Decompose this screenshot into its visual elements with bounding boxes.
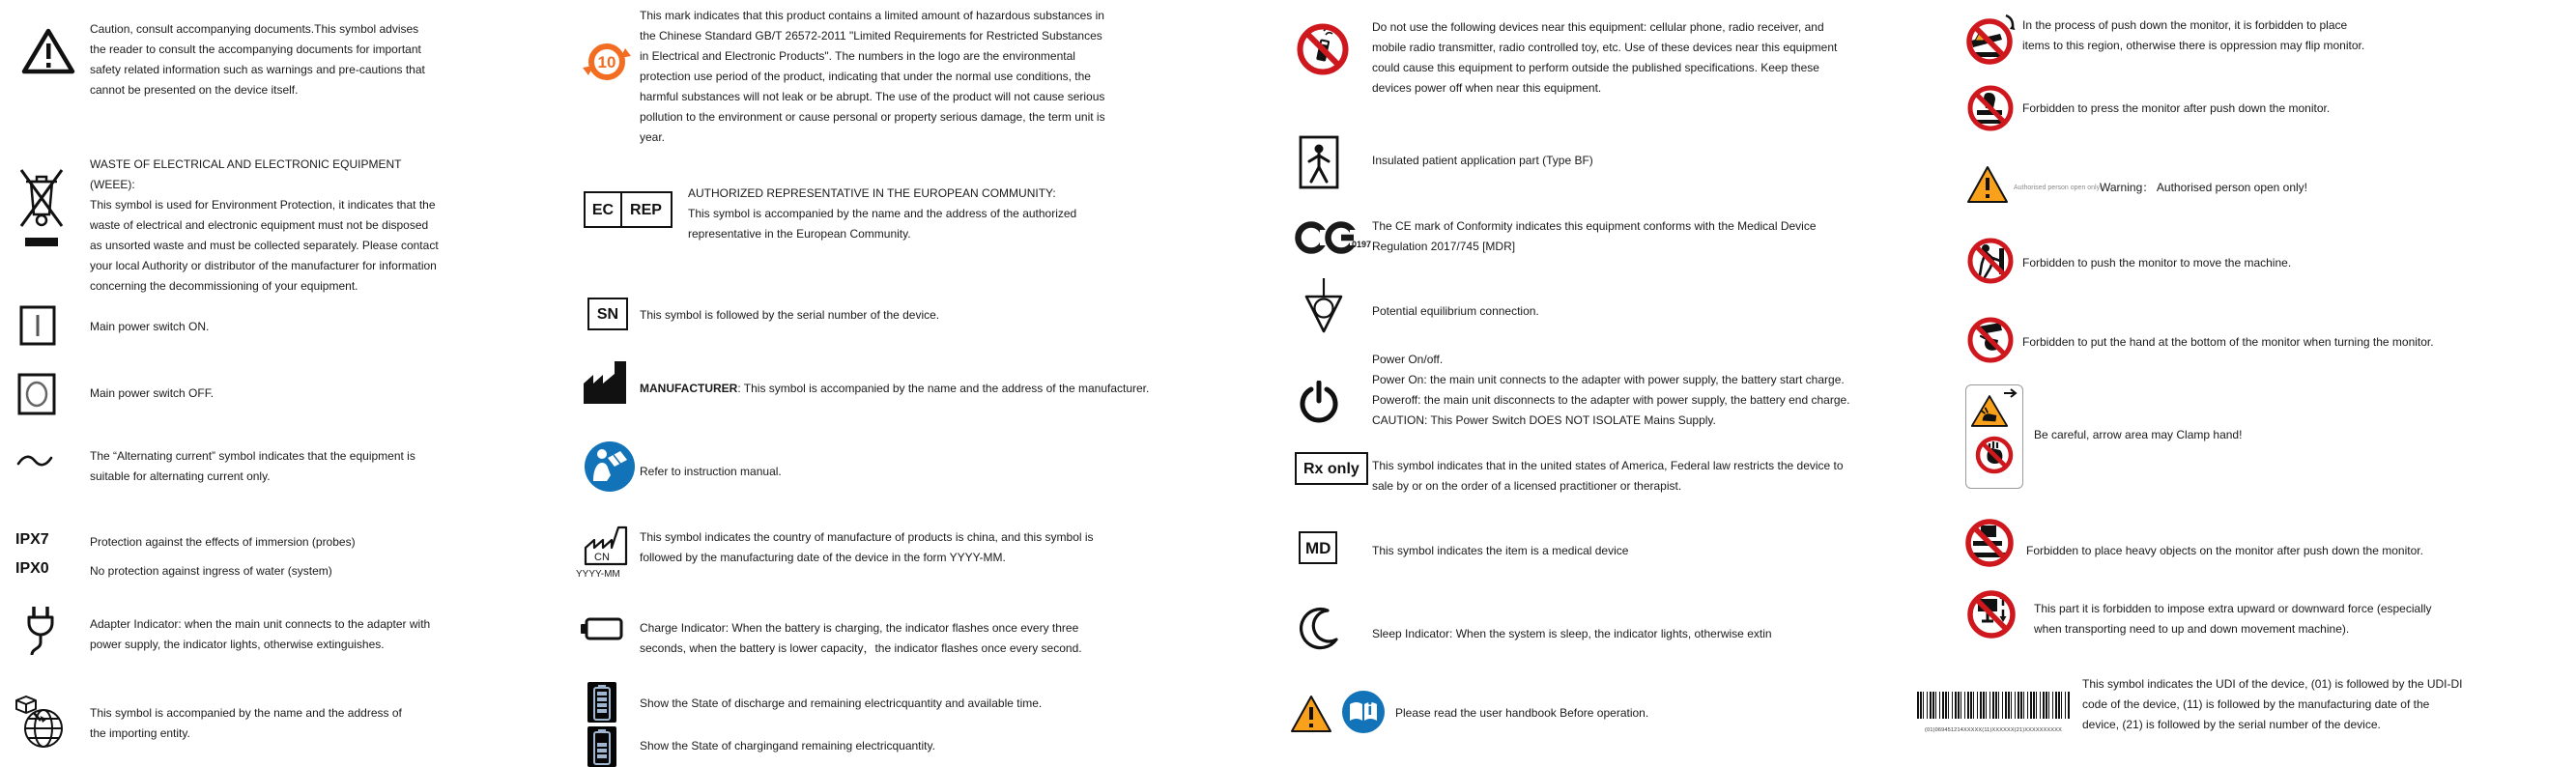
ipx7-label: IPX7 [15, 531, 49, 548]
ce-mark-icon [1295, 218, 1359, 257]
no-push-monitor-icon [1967, 238, 2014, 284]
power-switch-on-icon [19, 305, 56, 346]
adapter-text: Adapter Indicator: when the main unit connects to the adapter with power supply, the indicator lights, otherwise extinguishes. [90, 617, 431, 651]
caution-text: Caution, consult accompanying documents.This symbol advises the reader to consult the accompanying documents for important safety related information such as warnings and pre-cautions that cannot be presented on the device itself. [90, 22, 425, 97]
rx-only-text: This symbol indicates that in the united states of America, Federal law restricts the device to sale by or on the order of a licensed practitioner or therapist. [1372, 459, 1844, 493]
no-phone-text: Do not use the following devices near this equipment: cellular phone, radio receiver, and mobile radio transmitter, radio controlled toy, etc. Use of these devices near this equipment could cause this equipment to perform outside the published specifications. Keep these devices power off when near this equipment. [1372, 20, 1838, 95]
rohs-text: This mark indicates that this product contains a limited amount of hazardous substances in the Chinese Standard GB/T 26572-2011 "Limited Requirements for Restricted Substances in Electrical and Electronic Products". The numbers in the logo are the environmental protection use period of the product, indicating that under the normal use conditions, the harmful substances will not leak or be abrupt. The use of the product will not cause serious pollution to the environment or cause personal or property serious damage, the term unit is year. [640, 9, 1105, 144]
battery-charging-text: Show the State of chargingand remaining electricquantity. [640, 739, 935, 753]
cn-label: CN [594, 552, 610, 563]
sleep-text: Sleep Indicator: When the system is sleep, the indicator lights, otherwise extin [1372, 627, 1772, 640]
power-onoff-text [1372, 350, 1884, 431]
equipotential-icon [1302, 278, 1345, 338]
charge-indicator-battery-icon [580, 616, 624, 641]
handbook-book-icon [1341, 690, 1386, 734]
no-press-monitor-icon [1967, 85, 2014, 131]
handbook-warning-triangle-icon [1289, 694, 1333, 734]
ce-text: The CE mark of Conformity indicates this equipment conforms with the Medical Device Regulation 2017/745 [MDR] [1372, 219, 1817, 253]
ec-label: EC [591, 201, 615, 218]
udi-text: This symbol indicates the UDI of the device, (01) is followed by the UDI-DI code of the device, (11) is followed by the manufacturing date of the device, (21) is followed by the serial number of the device. [2082, 677, 2463, 731]
battery-charging-icon [587, 726, 616, 767]
power-line-4: CAUTION: This Power Switch DOES NOT ISOLATE Mains Supply. [1372, 413, 1716, 427]
udi-barcode-label: (01)069451214XXXXX(11)XXXXXX(21)XXXXXXXXXX [1925, 727, 2062, 733]
adapter-plug-icon [19, 605, 62, 661]
importer-globe-icon [14, 694, 68, 750]
power-line-3: Poweroff: the main unit disconnects to the adapter with power supply, the battery end charge. [1372, 393, 1850, 407]
battery-discharge-text: Show the State of discharge and remaining electricquantity and available time. [640, 696, 1043, 710]
manufacturer-body: : This symbol is accompanied by the name and the address of the manufacturer. [737, 382, 1150, 395]
md-label: MD [1305, 538, 1331, 557]
caution-triangle-icon [21, 27, 75, 75]
no-cell-phone-icon [1297, 23, 1349, 75]
rx-only-icon [1295, 452, 1368, 485]
rohs-number: 10 [597, 53, 616, 71]
no-hand-bottom-icon [1967, 317, 2014, 363]
power-off-text: Main power switch OFF. [90, 386, 215, 400]
authorized-small-label: Authorised person open only! [2014, 185, 2103, 191]
ec-rep-text [688, 184, 1144, 244]
ec-rep-heading: AUTHORIZED REPRESENTATIVE IN THE EUROPEAN COMMUNITY: [688, 186, 1056, 200]
weee-bin-icon [15, 160, 68, 253]
instruction-manual-icon [584, 440, 636, 493]
clamp-hand-frame [1965, 384, 2023, 489]
udi-barcode [1917, 692, 2070, 719]
md-text: This symbol indicates the item is a medical device [1372, 544, 1629, 557]
alternating-current-icon [15, 452, 54, 469]
ac-text: The “Alternating current” symbol indicates that the equipment is suitable for alternating current only. [90, 449, 415, 483]
power-line-2: Power On: the main unit connects to the adapter with power supply, the battery start charge. [1372, 373, 1845, 386]
clamp-hand-text: Be careful, arrow area may Clamp hand! [2034, 428, 2243, 441]
rohs-10-icon [582, 35, 632, 89]
no-press-text: Forbidden to press the monitor after push down the monitor. [2022, 101, 2331, 115]
ec-box [584, 191, 622, 228]
no-items-flip-monitor-icon [1965, 12, 2018, 66]
no-items-flip-text: In the process of push down the monitor, it is forbidden to place items to this region, otherwise there is oppression may flip monitor. [2022, 18, 2365, 52]
manufacturer-text [640, 379, 1149, 399]
power-line-1: Power On/off. [1372, 353, 1444, 366]
country-of-manufacture-icon [584, 526, 628, 566]
no-hand-bottom-text: Forbidden to put the hand at the bottom of the monitor when turning the monitor. [2022, 335, 2434, 349]
ipx7-text: Protection against the effects of immersion (probes) [90, 535, 356, 549]
authorized-warning-text: Warning： Authorised person open only! [2100, 181, 2308, 194]
importer-text: This symbol is accompanied by the name and the address of the importing entity. [90, 706, 402, 740]
date-format-label: YYYY-MM [576, 569, 620, 580]
battery-discharge-icon [587, 682, 616, 723]
power-switch-off-icon [17, 373, 56, 415]
ec-rep-body: This symbol is accompanied by the name and the address of the authorized representative in the European Community. [688, 207, 1077, 241]
sn-icon [587, 298, 628, 330]
md-icon [1299, 531, 1337, 564]
no-vertical-force-text: This part it is forbidden to impose extra upward or downward force (especially when transporting need to up and down movement machine). [2034, 602, 2432, 636]
manual-text: Refer to instruction manual. [640, 465, 782, 478]
rx-only-label: Rx only [1303, 460, 1360, 477]
no-vertical-force-icon [1967, 589, 2016, 639]
ipx0-text: No protection against ingress of water (system) [90, 564, 332, 578]
type-bf-text: Insulated patient application part (Type BF) [1372, 154, 1593, 167]
ipx0-label: IPX0 [15, 560, 49, 577]
sleep-moon-icon [1299, 605, 1339, 655]
no-hand-prohibition-icon [1975, 436, 2014, 474]
no-heavy-objects-icon [1965, 518, 2014, 568]
ce-notified-body-number: 0197 [1352, 240, 1372, 249]
power-on-text: Main power switch ON. [90, 320, 210, 333]
handbook-text: Please read the user handbook Before operation. [1395, 706, 1649, 720]
type-bf-icon [1299, 135, 1339, 189]
weee-text [90, 155, 442, 297]
authorized-warning-triangle-icon [1965, 164, 2010, 205]
manufacturer-factory-icon [582, 357, 628, 406]
weee-body: This symbol is used for Environment Protection, it indicates that the waste of electrical and electronic equipment must not be disposed as unsorted waste and must be collected separately. Please contact your local Authority or distributor of the manufacturer for information concerning the decommissioning of your equipment. [90, 198, 439, 293]
charge-indicator-text: Charge Indicator: When the battery is charging, the indicator flashes once every three seconds, when the battery is lower capacity，the indicator flashes once every second. [640, 621, 1082, 655]
rep-box [620, 191, 673, 228]
weee-heading: WASTE OF ELECTRICAL AND ELECTRONIC EQUIPMENT (WEEE): [90, 157, 402, 191]
sn-text: This symbol is followed by the serial number of the device. [640, 308, 940, 322]
power-onoff-icon [1299, 381, 1339, 425]
clamp-arrow-icon [2003, 387, 2020, 399]
no-heavy-objects-text: Forbidden to place heavy objects on the monitor after push down the monitor. [2026, 544, 2423, 557]
sn-label: SN [596, 305, 619, 323]
equipotential-text: Potential equilibrium connection. [1372, 304, 1539, 318]
country-of-manufacture-text: This symbol indicates the country of manufacture of products is china, and this symbol is followed by the manufacturing date of the device in the form YYYY-MM. [640, 530, 1094, 564]
manufacturer-label: MANUFACTURER [640, 382, 738, 395]
rep-label: REP [630, 201, 662, 218]
no-push-text: Forbidden to push the monitor to move the machine. [2022, 256, 2292, 270]
